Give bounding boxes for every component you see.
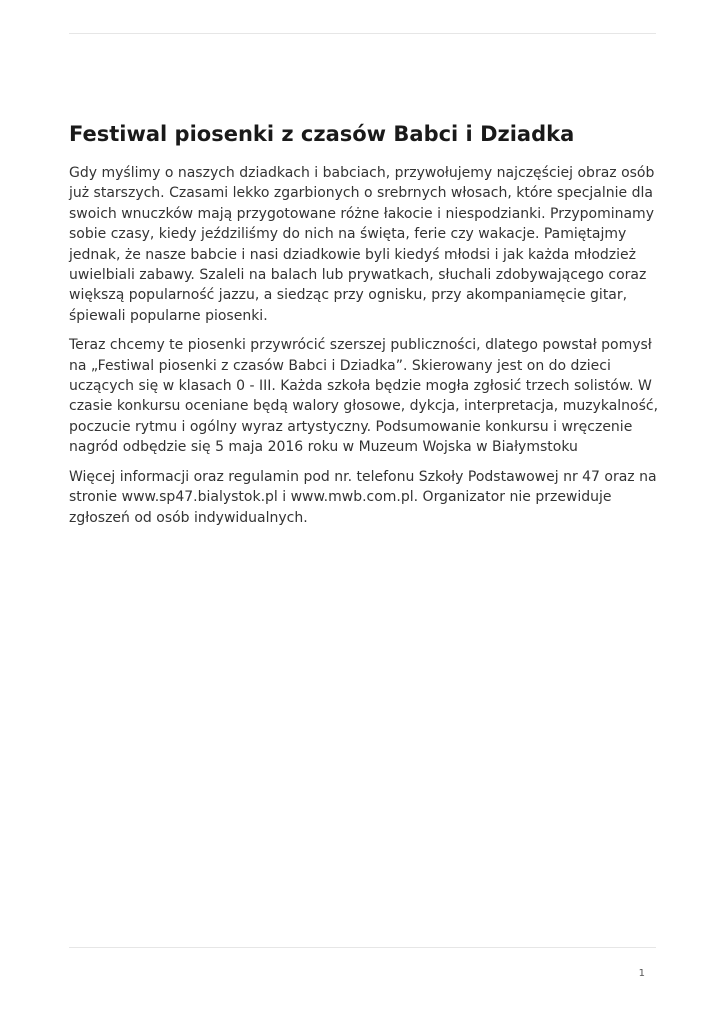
document-body [69, 118, 659, 537]
paragraph-intro: Gdy myślimy o naszych dziadkach i babciach, przywołujemy najczęściej obraz osób już starszych. Czasami lekko zgarbionych o srebrnych włosach, które specjalnie dla swoich wnuczków mają przygotowane różne łakocie i niespodzianki. Przypominamy sobie czasy, kiedy jeździliśmy do nich na święta, ferie czy wakacje. Pamiętajmy jednak, że nasze babcie i nasi dziadkowie byli kiedyś młodsi i jak każda młodzież uwielbiali zabawy. Szaleli na balach lub prywatkach, słuchali zdobywającego coraz większą popularność jazzu, a siedząc przy ognisku, przy akompaniamęcie gitar, śpiewali popularne piosenki. [69, 165, 655, 324]
page-number: 1 [638, 968, 645, 979]
footer-divider [69, 947, 656, 948]
header-divider [69, 33, 656, 34]
paragraph-contact-info: Więcej informacji oraz regulamin pod nr. telefonu Szkoły Podstawowej nr 47 oraz na stronie www.sp47.bialystok.pl i www.mwb.com.pl. Organizator nie przewiduje zgłoszeń od osób indywidualnych. [69, 468, 657, 526]
document-title: Festiwal piosenki z czasów Babci i Dziadka [69, 122, 575, 146]
paragraph-festival-details: Teraz chcemy te piosenki przywrócić szerszej publiczności, dlatego powstał pomysł na „Festiwal piosenki z czasów Babci i Dziadka”. Skierowany jest on do dzieci uczących się w klasach 0 - III. Każda szkoła będzie mogła zgłosić trzech solistów. W czasie konkursu oceniane będą walory głosowe, dykcja, interpretacja, muzykalność, poczucie rytmu i ogólny wyraz artystyczny. Podsumowanie konkursu i wręczenie nagród odbędzie się 5 maja 2016 roku w Muzeum Wojska w Białymstoku [69, 337, 659, 456]
